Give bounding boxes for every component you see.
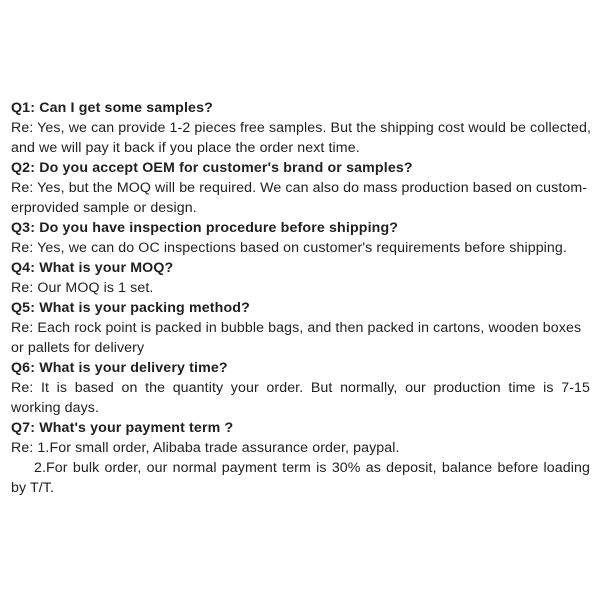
faq-answer-line: and we will pay it back if you place the order next time.: [11, 140, 360, 156]
faq-question: Q2: Do you accept OEM for customer's brand or samples?: [11, 160, 413, 176]
faq-question: Q7: What's your payment term ?: [11, 420, 234, 436]
faq-answer-line: by T/T.: [11, 480, 55, 496]
faq-answer-line: erprovided sample or design.: [11, 200, 197, 216]
faq-answer-line: Re: Yes, we can do OC inspections based on customer's requirements before shipping.: [11, 240, 567, 256]
faq-answer-line: 2.For bulk order, our normal payment term is 30% as deposit, balance before loading: [34, 460, 590, 476]
faq-answer-line: Re: Each rock point is packed in bubble bags, and then packed in cartons, wooden boxes: [11, 320, 582, 336]
faq-answer-line: Re: Yes, but the MOQ will be required. We can also do mass production based on custom-: [11, 180, 588, 196]
faq-answer-line: Re: Our MOQ is 1 set.: [11, 280, 154, 296]
faq-answer-line: Re: It is based on the quantity your order. But normally, our production time is 7-15: [11, 380, 590, 396]
faq-question: Q1: Can I get some samples?: [11, 100, 213, 116]
faq-answer-line: Re: Yes, we can provide 1-2 pieces free samples. But the shipping cost would be collected,: [11, 120, 591, 136]
faq-question: Q4: What is your MOQ?: [11, 260, 174, 276]
faq-question: Q6: What is your delivery time?: [11, 360, 228, 376]
faq-question: Q5: What is your packing method?: [11, 300, 250, 316]
faq-answer-line: Re: 1.For small order, Alibaba trade assurance order, paypal.: [11, 440, 400, 456]
faq-question: Q3: Do you have inspection procedure before shipping?: [11, 220, 399, 236]
faq-answer-line: or pallets for delivery: [11, 340, 145, 356]
faq-answer-line: working days.: [11, 400, 100, 416]
